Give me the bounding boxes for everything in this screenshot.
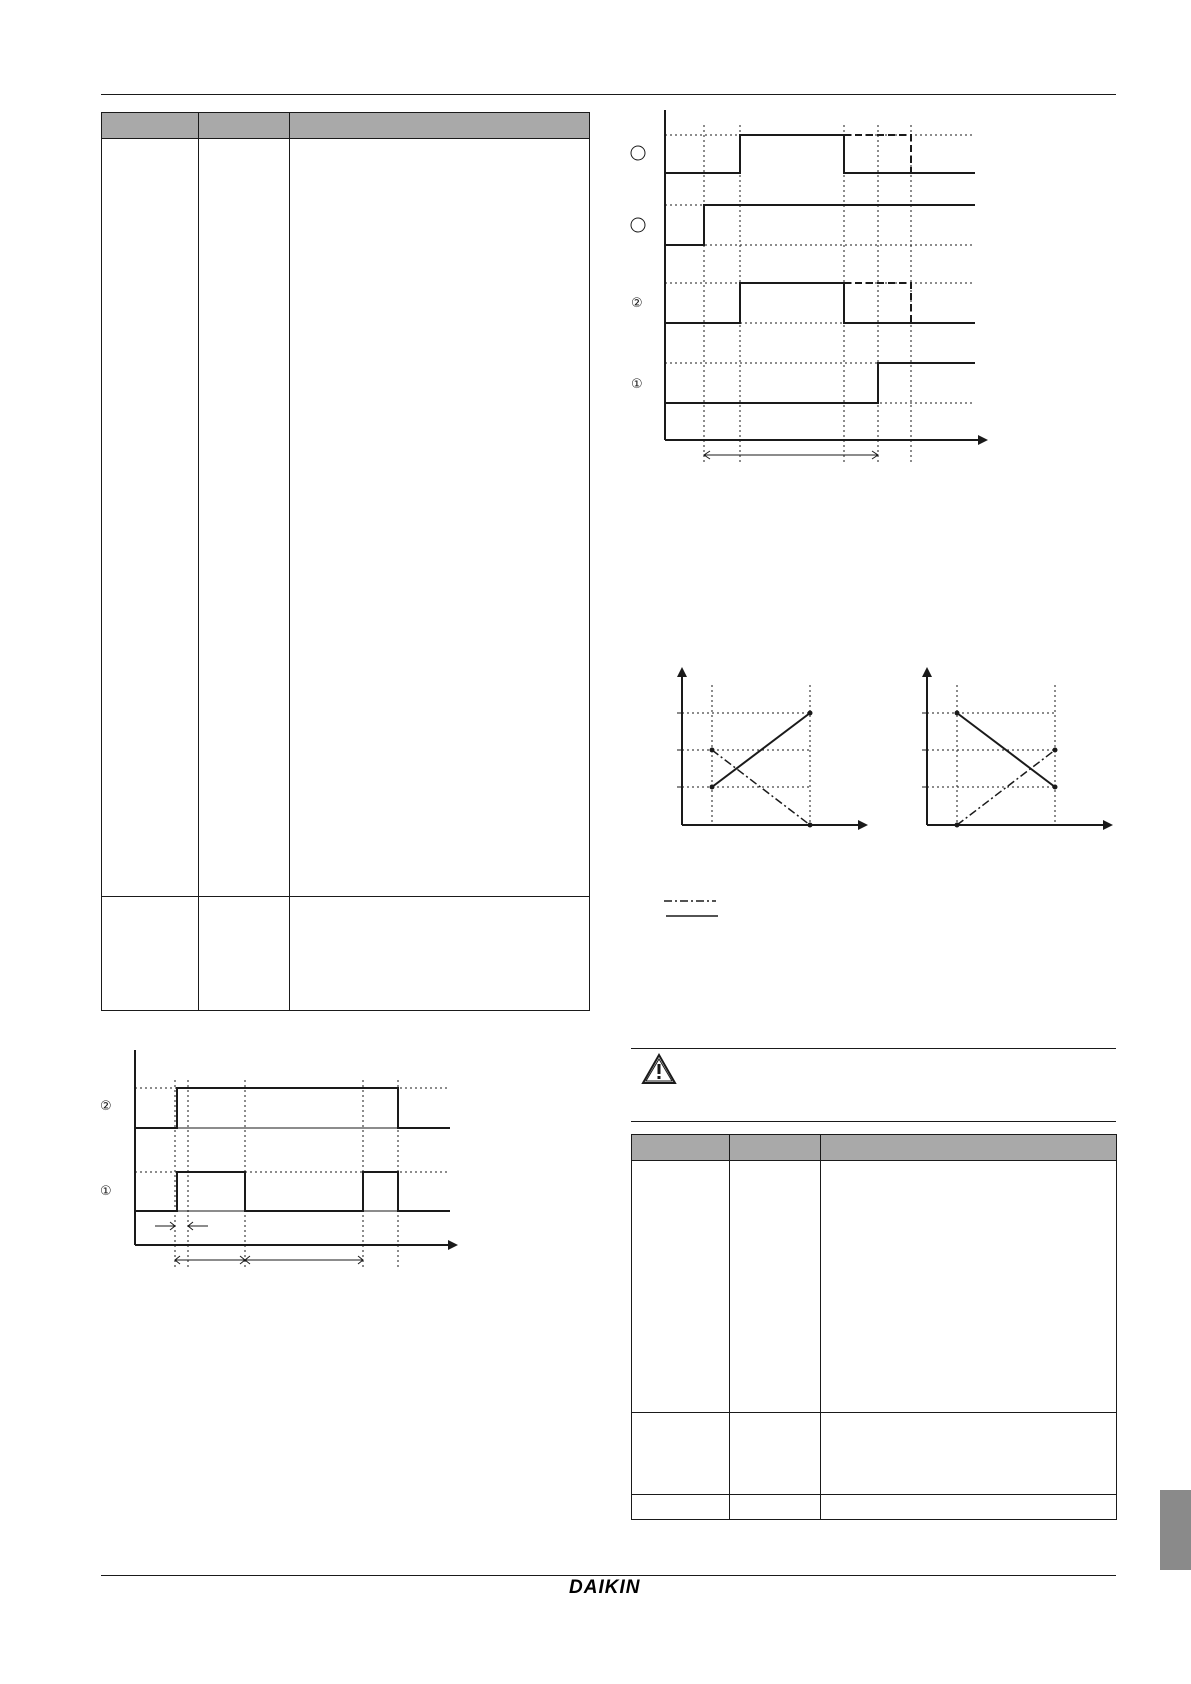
right-table-header-bottom [631,1160,1117,1161]
left-signal-2-trace [135,1088,450,1128]
right-signal-a-marker [631,146,645,160]
right-table-row-divider-2 [631,1494,1117,1495]
warning-bottom-rule [631,1121,1116,1122]
line-graph-1 [660,665,870,840]
left-timing-x-arrow [448,1240,458,1250]
footer-rule [101,1575,1116,1576]
right-signal-2-trace [665,283,975,323]
left-table-row-divider [101,896,590,897]
left-table-header [101,112,590,138]
warning-triangle-icon [641,1053,677,1085]
left-table-top-border [101,112,590,113]
brand-logo: DAIKIN [569,1577,641,1598]
right-signal-b-trace [665,205,975,245]
graph1-solid-line [712,713,810,787]
right-table [631,1134,1117,1520]
right-signal-b-marker [631,218,645,232]
graph2-dashdot-line [957,750,1055,825]
right-signal-1-trace [665,363,975,403]
left-table-col-divider-1 [198,112,199,1011]
right-signal-1-label: ① [631,377,643,392]
left-table-right-border [589,112,590,1011]
right-signal-2-label: ② [631,296,643,311]
right-table-row-divider-1 [631,1412,1117,1413]
left-table-bottom-border [101,1010,590,1011]
header-rule [101,94,1116,95]
left-signal-1-label: ① [100,1184,112,1199]
right-signal-a-trace [665,135,975,173]
graph2-solid-line [957,713,1055,787]
right-table-header [631,1134,1117,1160]
left-table-col-divider-2 [289,112,290,1011]
left-timing-gridlines [135,1080,450,1270]
right-table-col-divider-1 [729,1134,730,1520]
left-timing-diagram [80,1040,480,1280]
right-table-col-divider-2 [820,1134,821,1520]
right-timing-diagram [620,105,1000,475]
side-tab [1160,1490,1191,1570]
graph1-dashdot-line [712,750,810,825]
left-table-left-border [101,112,102,1011]
left-signal-1-trace [135,1172,450,1211]
right-timing-gridlines [665,125,975,465]
right-table-bottom-border [631,1519,1117,1520]
line-graph-2 [905,665,1115,840]
graph-legend [660,895,740,925]
right-table-top-border [631,1134,1117,1135]
warning-top-rule [631,1048,1116,1049]
right-table-left-border [631,1134,632,1520]
left-table [101,112,590,1011]
left-table-header-bottom [101,138,590,139]
right-table-right-border [1116,1134,1117,1520]
left-signal-2-label: ② [100,1099,112,1114]
right-timing-x-arrow [978,435,988,445]
